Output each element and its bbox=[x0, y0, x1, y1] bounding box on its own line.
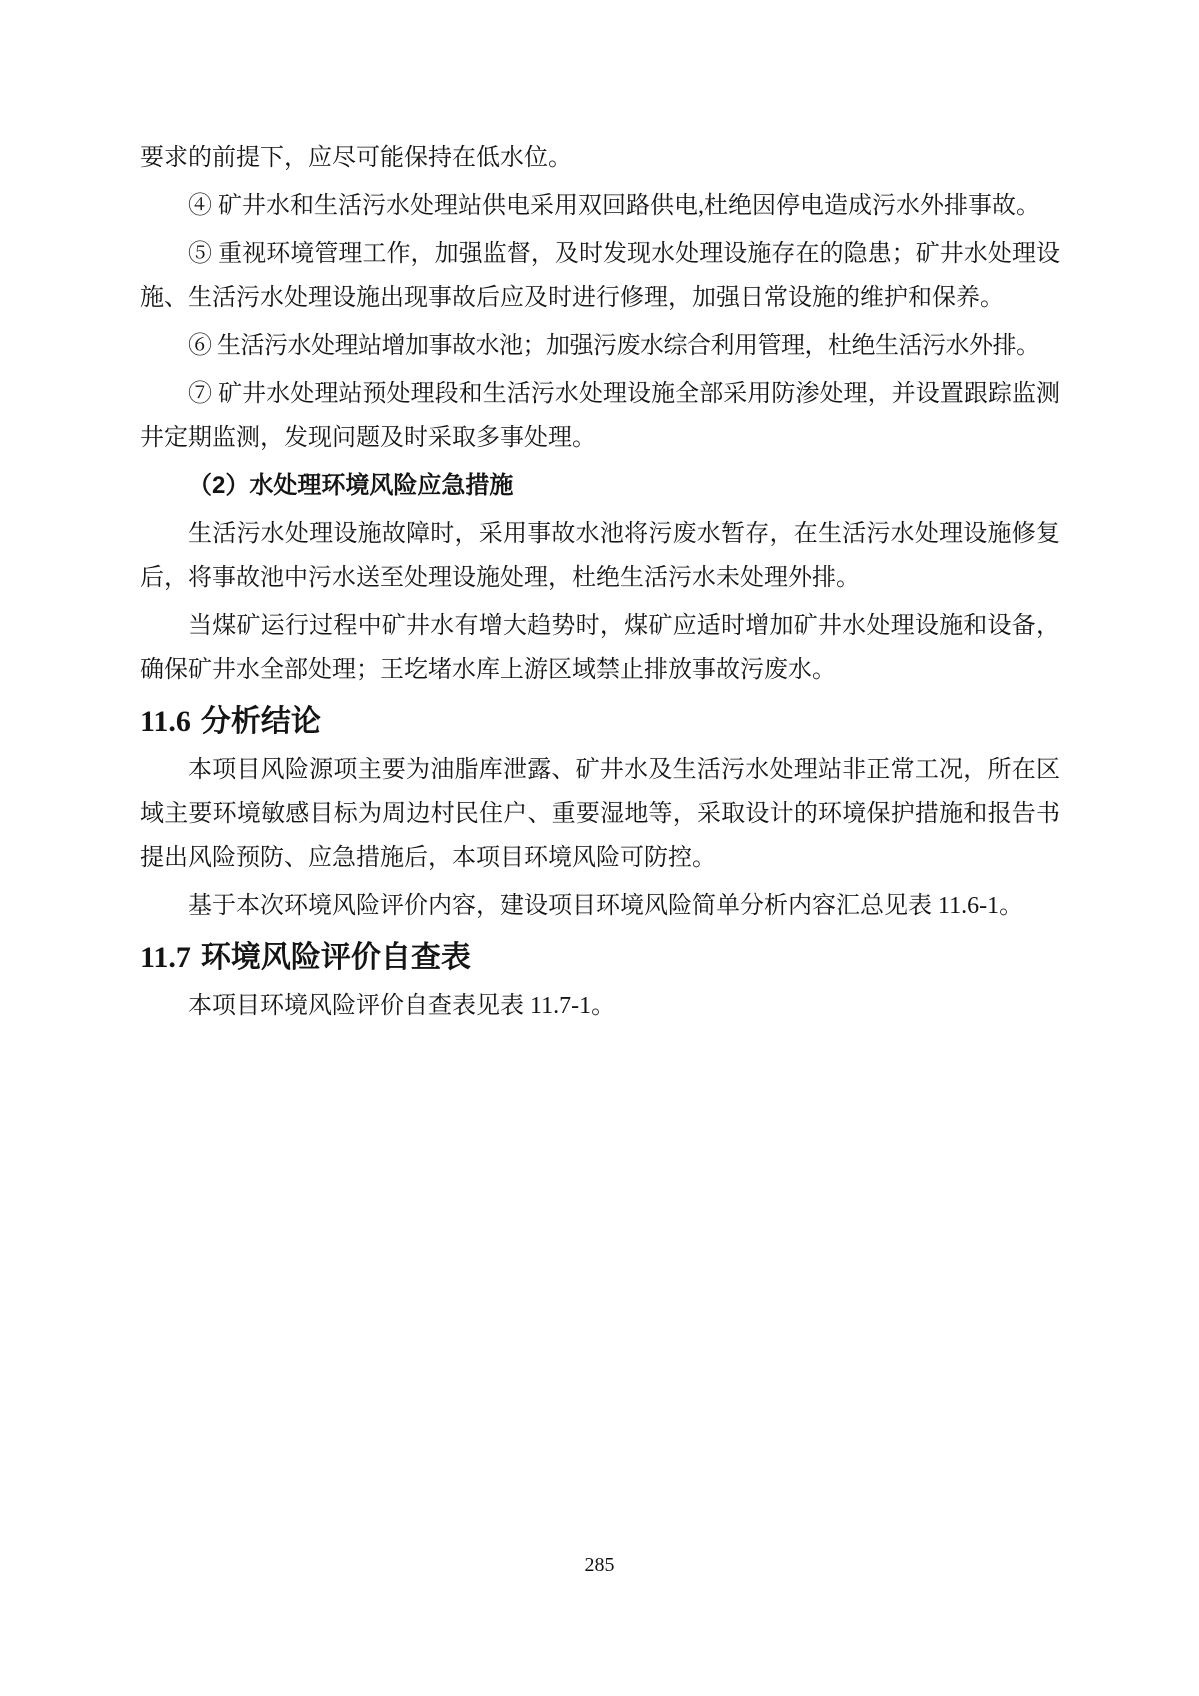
paragraph-mine-water-increase: 当煤矿运行过程中矿井水有增大趋势时，煤矿应适时增加矿井水处理设施和设备，确保矿井水全部处理；王圪堵水库上游区域禁止排放事故污废水。 bbox=[140, 613, 1060, 683]
subheading-water-treatment-emergency-measures: （2）水处理环境风险应急措施 bbox=[188, 472, 514, 499]
list-item-circled-5: ⑤ 重视环境管理工作，加强监督，及时发现水处理设施存在的隐患；矿井水处理设施、生活污水处理设施出现事故后应及时进行修理，加强日常设施的维护和保养。 bbox=[140, 241, 1060, 311]
list-item-circled-6: ⑥ 生活污水处理站增加事故水池；加强污废水综合利用管理，杜绝生活污水外排。 bbox=[188, 333, 1040, 359]
paragraph-risk-conclusion: 本项目风险源项主要为油脂库泄露、矿井水及生活污水处理站非正常工况，所在区域主要环境敏感目标为周边村民住户、重要湿地等，采取设计的环境保护措施和报告书提出风险预防、应急措施后，本项目环境风险可防控。 bbox=[140, 757, 1060, 871]
section-number: 11.7 bbox=[140, 941, 191, 974]
paragraph-sewage-facility-failure: 生活污水处理设施故障时，采用事故水池将污废水暂存，在生活污水处理设施修复后，将事故池中污水送至处理设施处理，杜绝生活污水未处理外排。 bbox=[140, 521, 1060, 591]
section-heading-11-7 bbox=[140, 936, 1060, 980]
list-item-circled-7: ⑦ 矿井水处理站预处理段和生活污水处理设施全部采用防渗处理，并设置跟踪监测井定期监测，发现问题及时采取多事处理。 bbox=[140, 381, 1060, 451]
section-number: 11.6 bbox=[140, 705, 191, 738]
paragraph-continuation-low-water-level: 要求的前提下，应尽可能保持在低水位。 bbox=[140, 145, 572, 171]
paragraph-self-check-table-ref: 本项目环境风险评价自查表见表 11.7-1。 bbox=[188, 993, 616, 1019]
section-heading-11-6 bbox=[140, 700, 1060, 744]
section-title: 环境风险评价自查表 bbox=[200, 941, 471, 974]
section-title: 分析结论 bbox=[200, 705, 321, 738]
paragraph-risk-summary-table-ref: 基于本次环境风险评价内容，建设项目环境风险简单分析内容汇总见表 11.6-1。 bbox=[188, 893, 1024, 919]
list-item-circled-4: ④ 矿井水和生活污水处理站供电采用双回路供电,杜绝因停电造成污水外排事故。 bbox=[188, 193, 1040, 219]
page-number: 285 bbox=[584, 1554, 615, 1576]
document-body bbox=[140, 136, 1060, 1032]
